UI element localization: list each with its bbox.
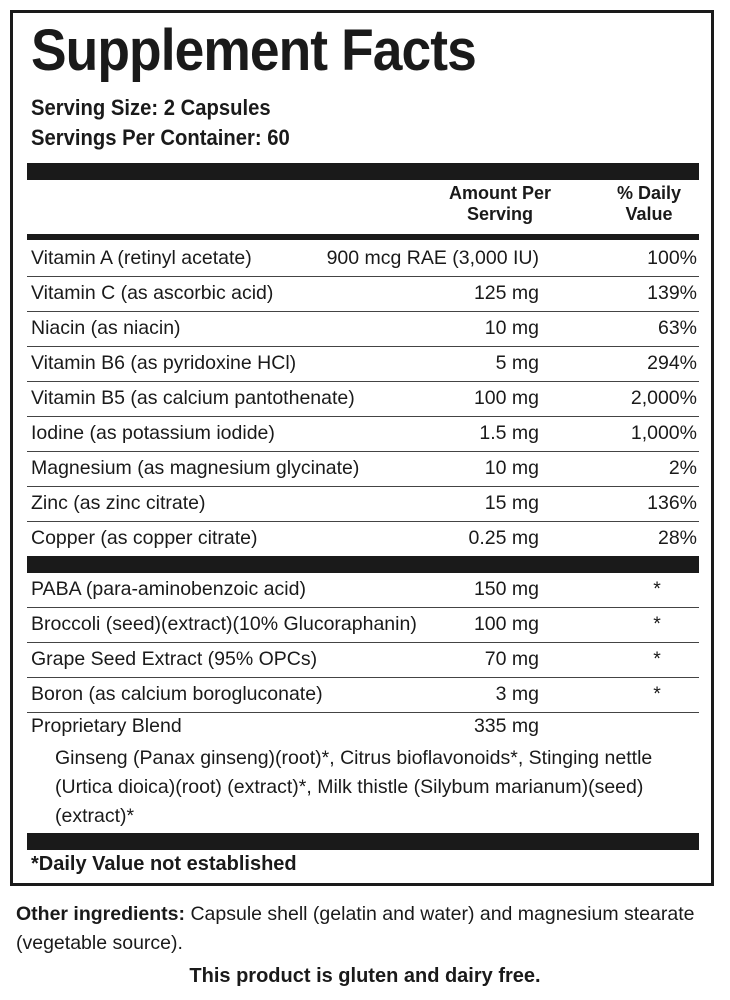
nutrient-name: Zinc (as zinc citrate) <box>31 492 206 514</box>
nutrient-daily-value: * <box>653 613 661 635</box>
nutrient-name: Magnesium (as magnesium glycinate) <box>31 457 360 479</box>
nutrient-name: Vitamin B5 (as calcium pantothenate) <box>31 387 355 409</box>
row-divider <box>27 607 699 608</box>
nutrient-daily-value: * <box>653 683 661 705</box>
thick-divider-bottom <box>27 833 699 850</box>
nutrient-amount: 1.5 mg <box>479 422 539 444</box>
nutrient-amount: 900 mcg RAE (3,000 IU) <box>326 247 539 269</box>
nutrient-daily-value: 2% <box>668 457 697 479</box>
other-ingredients-label: Other ingredients: <box>16 903 186 925</box>
footnote: *Daily Value not established <box>31 853 297 875</box>
row-divider <box>27 642 699 643</box>
supplement-facts-panel <box>10 10 714 886</box>
thick-divider-top <box>27 163 699 180</box>
row-divider <box>27 416 699 417</box>
nutrient-name: Niacin (as niacin) <box>31 317 181 339</box>
nutrient-name: Boron (as calcium borogluconate) <box>31 683 323 705</box>
servings-per-container: Servings Per Container: 60 <box>31 125 290 150</box>
nutrient-name: Iodine (as potassium iodide) <box>31 422 275 444</box>
thin-divider-header <box>27 234 699 240</box>
nutrient-amount: 15 mg <box>484 492 539 514</box>
amount-per-serving-header: Amount Per Serving <box>448 183 551 224</box>
nutrient-daily-value: 63% <box>657 317 697 339</box>
gluten-statement: This product is gluten and dairy free. <box>189 965 541 987</box>
blend-amount: 335 mg <box>473 715 539 737</box>
nutrient-daily-value: * <box>653 578 661 600</box>
nutrient-amount: 0.25 mg <box>468 527 539 549</box>
nutrient-amount: 10 mg <box>484 457 539 479</box>
nutrient-amount: 10 mg <box>484 317 539 339</box>
row-divider <box>27 346 699 347</box>
nutrient-name: PABA (para-aminobenzoic acid) <box>31 578 306 600</box>
nutrient-daily-value: * <box>653 648 661 670</box>
nutrient-amount: 5 mg <box>495 352 539 374</box>
blend-name: Proprietary Blend <box>31 715 182 737</box>
nutrient-amount: 150 mg <box>473 578 539 600</box>
row-divider <box>27 381 699 382</box>
daily-value-header: % Daily Value <box>616 183 682 224</box>
row-divider <box>27 677 699 678</box>
row-divider <box>27 451 699 452</box>
nutrient-daily-value: 139% <box>647 282 697 304</box>
nutrient-daily-value: 28% <box>657 527 697 549</box>
other-ingredients <box>16 900 716 958</box>
nutrient-name: Copper (as copper citrate) <box>31 527 258 549</box>
row-divider <box>27 276 699 277</box>
nutrient-name: Vitamin A (retinyl acetate) <box>31 247 252 269</box>
nutrient-name: Grape Seed Extract (95% OPCs) <box>31 648 318 670</box>
nutrient-amount: 100 mg <box>473 613 539 635</box>
nutrient-daily-value: 294% <box>647 352 697 374</box>
other-ingredients-text: Capsule shell (gelatin and water) and magnesium stearate (vegetable source). <box>16 903 695 954</box>
nutrient-amount: 3 mg <box>495 683 539 705</box>
nutrient-daily-value: 2,000% <box>630 387 697 409</box>
nutrient-daily-value: 100% <box>647 247 697 269</box>
nutrient-amount: 100 mg <box>473 387 539 409</box>
nutrient-name: Vitamin B6 (as pyridoxine HCl) <box>31 352 297 374</box>
panel-title: Supplement Facts <box>31 18 476 83</box>
row-divider <box>27 311 699 312</box>
blend-description: Ginseng (Panax ginseng)(root)*, Citrus bioflavonoids*, Stinging nettle (Urtica dioica)(root) (extract)*, Milk thistle (Silybum marianum)(seed)(extract)* <box>55 747 653 827</box>
nutrient-amount: 125 mg <box>473 282 539 304</box>
serving-size: Serving Size: 2 Capsules <box>31 95 271 120</box>
nutrient-amount: 70 mg <box>484 648 539 670</box>
nutrient-daily-value: 1,000% <box>630 422 697 444</box>
nutrient-name: Vitamin C (as ascorbic acid) <box>31 282 274 304</box>
thick-divider-middle <box>27 556 699 573</box>
nutrient-daily-value: 136% <box>647 492 697 514</box>
row-divider <box>27 521 699 522</box>
nutrient-name: Broccoli (seed)(extract)(10% Glucoraphanin) <box>31 613 417 635</box>
row-divider <box>27 486 699 487</box>
